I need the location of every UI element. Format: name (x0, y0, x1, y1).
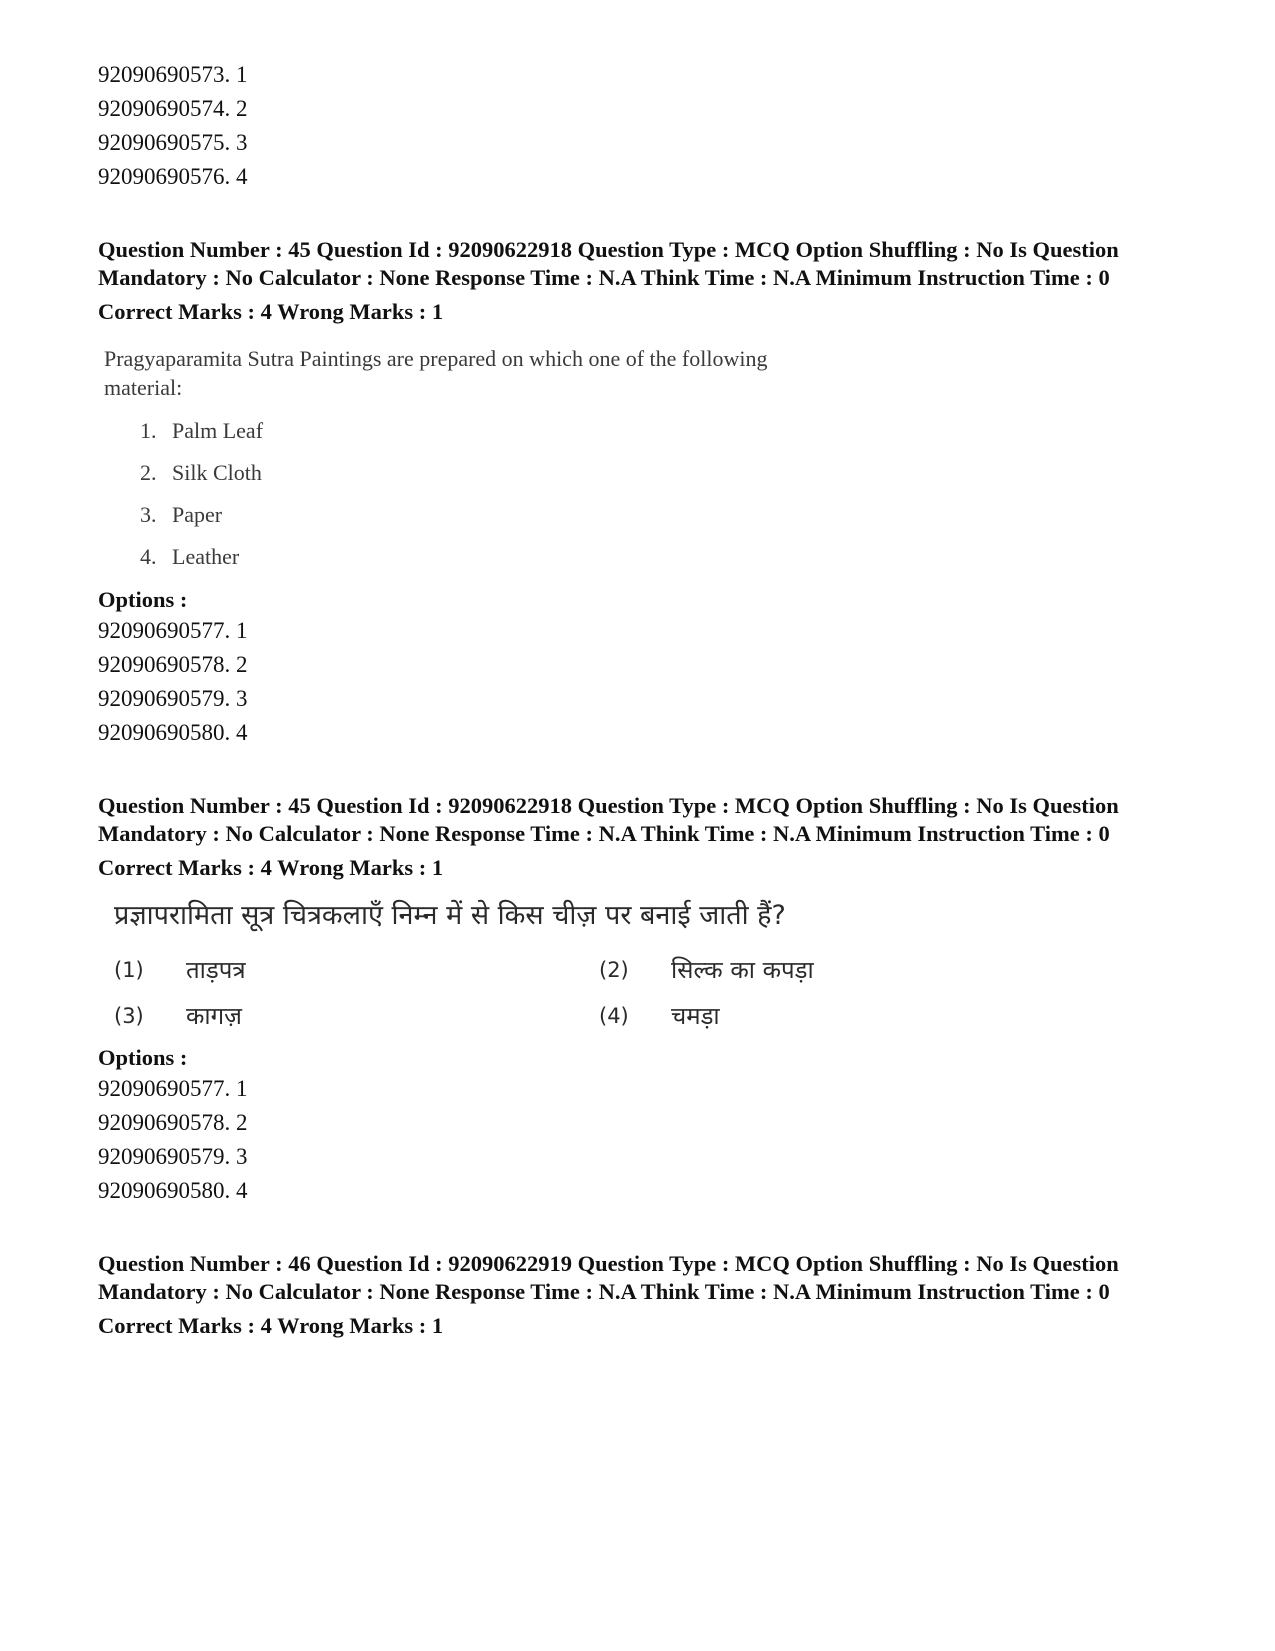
question-marks: Correct Marks : 4 Wrong Marks : 1 (98, 1313, 444, 1338)
question-marks: Correct Marks : 4 Wrong Marks : 1 (98, 855, 444, 880)
option-line: 92090690580. 4 (98, 720, 248, 745)
question-body (114, 896, 1188, 1036)
options-heading: Options : (98, 1045, 188, 1070)
option-line: 92090690577. 1 (98, 1076, 248, 1101)
question-meta: Question Number : 45 Question Id : 92090622918 Question Type : MCQ Option Shuffling : No Is Question Mandatory : No Calculator : None Response Time : N.A Think Time : N.A Minimum Instruction Time : 0 (98, 793, 1119, 846)
option-line: 92090690578. 2 (98, 1110, 248, 1135)
choice-item: 4. Leather (140, 544, 240, 569)
options-list (98, 1072, 1188, 1208)
option-line: 92090690575. 3 (98, 130, 248, 155)
choice-item: 3. Paper (140, 502, 223, 527)
option-line: 92090690580. 4 (98, 1178, 248, 1203)
option-line: 92090690579. 3 (98, 686, 248, 711)
option-line: 92090690573. 1 (98, 62, 248, 87)
options-heading: Options : (98, 587, 188, 612)
choice-item: (3) कागज़ (114, 1002, 242, 1030)
option-line: 92090690577. 1 (98, 618, 248, 643)
question-marks: Correct Marks : 4 Wrong Marks : 1 (98, 299, 444, 324)
choice-item: (2) सिल्क का कपड़ा (599, 956, 814, 984)
question-meta: Question Number : 46 Question Id : 92090622919 Question Type : MCQ Option Shuffling : No Is Question Mandatory : No Calculator : None Response Time : N.A Think Time : N.A Minimum Instruction Time : 0 (98, 1251, 1119, 1304)
question-45-hindi (98, 792, 1188, 1208)
question-meta: Question Number : 45 Question Id : 92090622918 Question Type : MCQ Option Shuffling : No Is Question Mandatory : No Calculator : None Response Time : N.A Think Time : N.A Minimum Instruction Time : 0 (98, 237, 1119, 290)
question-text: प्रज्ञापरामिता सूत्र चित्रकलाएँ निम्न में से किस चीज़ पर बनाई जाती हैं? (114, 900, 786, 931)
document-page (98, 58, 1188, 1340)
choice-item: 1. Palm Leaf (140, 418, 264, 443)
question-text: Pragyaparamita Sutra Paintings are prepared on which one of the following material: (104, 346, 768, 400)
top-options-list (98, 58, 1188, 194)
question-46 (98, 1250, 1188, 1340)
option-line: 92090690576. 4 (98, 164, 248, 189)
question-body (104, 344, 1188, 578)
choice-grid (114, 950, 1188, 1036)
choice-item: 2. Silk Cloth (140, 460, 262, 485)
option-line: 92090690578. 2 (98, 652, 248, 677)
choice-item: (1) ताड़पत्र (114, 956, 246, 984)
option-line: 92090690579. 3 (98, 1144, 248, 1169)
choice-item: (4) चमड़ा (599, 1002, 720, 1030)
question-45-english (98, 236, 1188, 750)
choice-list (104, 410, 1188, 578)
options-list (98, 614, 1188, 750)
option-line: 92090690574. 2 (98, 96, 248, 121)
